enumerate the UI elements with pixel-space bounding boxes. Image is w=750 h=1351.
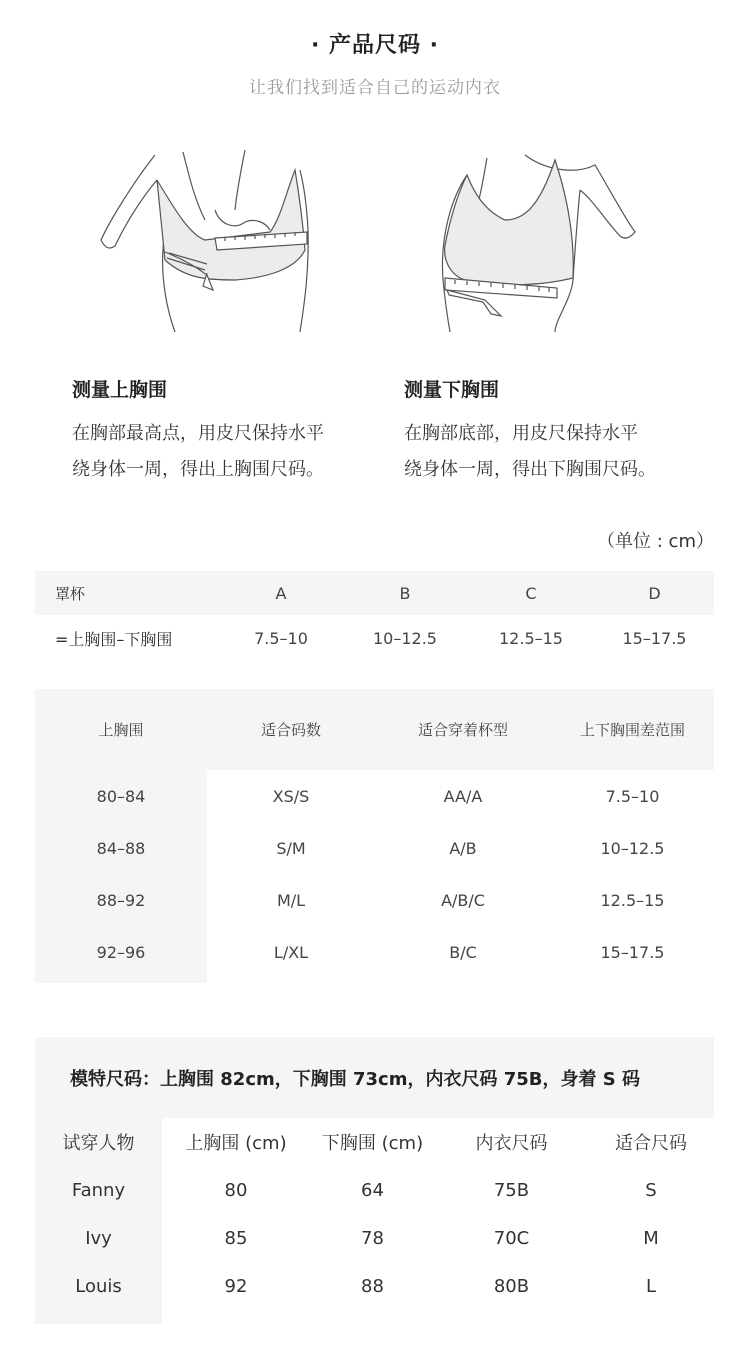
cup-header-a: A xyxy=(275,583,287,603)
cup-header-c: C xyxy=(525,583,537,603)
measure-upper-bust xyxy=(72,375,324,488)
size-cell: S/M xyxy=(276,838,306,858)
model-header-bra: 内衣尺码 xyxy=(475,1133,548,1154)
model-header-upper: 上胸围 (cm) xyxy=(185,1133,287,1154)
cup-header-b: B xyxy=(399,583,411,603)
size-cell: 12.5–15 xyxy=(600,890,665,910)
model-cell: 75B xyxy=(493,1179,530,1201)
cup-header-d: D xyxy=(648,583,661,603)
table-row xyxy=(35,770,714,822)
model-cell: Fanny xyxy=(71,1179,126,1201)
size-header-diff: 上下胸围差范围 xyxy=(579,721,685,739)
size-cell: B/C xyxy=(449,942,477,962)
table-row xyxy=(35,1166,714,1214)
model-cell: 80B xyxy=(493,1275,530,1297)
cup-row-label: =上胸围–下胸围 xyxy=(55,629,173,649)
measure-under-bust-line1: 在胸部底部，用皮尺保持水平 xyxy=(404,423,638,444)
table-row xyxy=(35,874,714,926)
size-table-body xyxy=(35,770,714,983)
size-cell: 10–12.5 xyxy=(600,838,665,858)
size-cell: XS/S xyxy=(272,786,310,806)
cup-header-label: 罩杯 xyxy=(55,584,86,603)
table-row xyxy=(35,1262,714,1310)
size-table-header xyxy=(35,689,714,770)
size-cell: A/B xyxy=(449,838,477,858)
model-cell: M xyxy=(643,1227,659,1249)
size-header-cup: 适合穿着杯型 xyxy=(417,721,508,739)
page-header xyxy=(0,28,750,98)
size-cell: 84–88 xyxy=(96,838,146,858)
measure-upper-bust-title: 测量上胸围 xyxy=(72,379,168,401)
size-cell: 88–92 xyxy=(96,890,146,910)
upper-bust-illustration xyxy=(95,140,325,340)
size-cell: L/XL xyxy=(273,942,309,962)
measure-upper-bust-line2: 绕身体一周，得出上胸围尺码。 xyxy=(72,459,324,480)
model-header-fit: 适合尺码 xyxy=(615,1133,687,1154)
model-table xyxy=(35,1037,714,1324)
model-table-body xyxy=(35,1118,714,1324)
size-cell: 80–84 xyxy=(96,786,146,806)
size-table xyxy=(35,689,714,983)
model-cell: Louis xyxy=(75,1275,122,1297)
page-subtitle: 让我们找到适合自己的运动内衣 xyxy=(249,78,501,98)
model-cell: 85 xyxy=(224,1227,248,1249)
model-cell: 92 xyxy=(224,1275,248,1297)
model-cell: S xyxy=(645,1179,657,1201)
measure-under-bust-line2: 绕身体一周，得出下胸围尺码。 xyxy=(404,459,656,480)
cup-row-b: 10–12.5 xyxy=(373,628,437,648)
model-cell: Ivy xyxy=(85,1227,112,1249)
measure-under-bust-title: 测量下胸围 xyxy=(404,379,500,401)
measure-under-bust xyxy=(404,375,656,488)
cup-table xyxy=(35,571,714,661)
size-cell: A/B/C xyxy=(441,890,485,910)
model-cell: 80 xyxy=(224,1179,248,1201)
size-cell: AA/A xyxy=(443,786,483,806)
page-title: · 产品尺码 · xyxy=(310,33,440,58)
table-row xyxy=(35,822,714,874)
table-row xyxy=(35,1214,714,1262)
model-cell: 78 xyxy=(361,1227,384,1249)
cup-row-d: 15–17.5 xyxy=(622,628,687,648)
measure-upper-bust-line1: 在胸部最高点，用皮尺保持水平 xyxy=(72,423,324,444)
size-cell: 92–96 xyxy=(96,942,146,962)
model-cell: 70C xyxy=(493,1227,530,1249)
size-header-bust: 上胸围 xyxy=(98,721,144,739)
measure-upper-bust-desc xyxy=(72,416,324,488)
table-row xyxy=(35,926,714,978)
cup-row-c: 12.5–15 xyxy=(499,628,563,648)
cup-table-header xyxy=(35,571,714,615)
model-cell: 88 xyxy=(361,1275,384,1297)
measure-under-bust-desc xyxy=(404,416,656,488)
size-header-size: 适合码数 xyxy=(260,721,321,739)
size-cell: M/L xyxy=(276,890,306,910)
model-table-title: 模特尺码：上胸围 82cm，下胸围 73cm，内衣尺码 75B，身着 S 码 xyxy=(35,1037,714,1118)
cup-table-row xyxy=(35,615,714,661)
cup-row-a: 7.5–10 xyxy=(254,628,308,648)
model-cell: 64 xyxy=(361,1179,384,1201)
unit-label: （单位 : cm） xyxy=(597,531,714,552)
under-bust-illustration xyxy=(425,150,640,340)
model-table-header xyxy=(35,1118,714,1166)
model-header-under: 下胸围 (cm) xyxy=(321,1133,424,1154)
model-header-person: 试穿人物 xyxy=(62,1133,135,1154)
size-cell: 7.5–10 xyxy=(605,786,660,806)
size-cell: 15–17.5 xyxy=(600,942,665,962)
model-cell: L xyxy=(645,1275,657,1297)
